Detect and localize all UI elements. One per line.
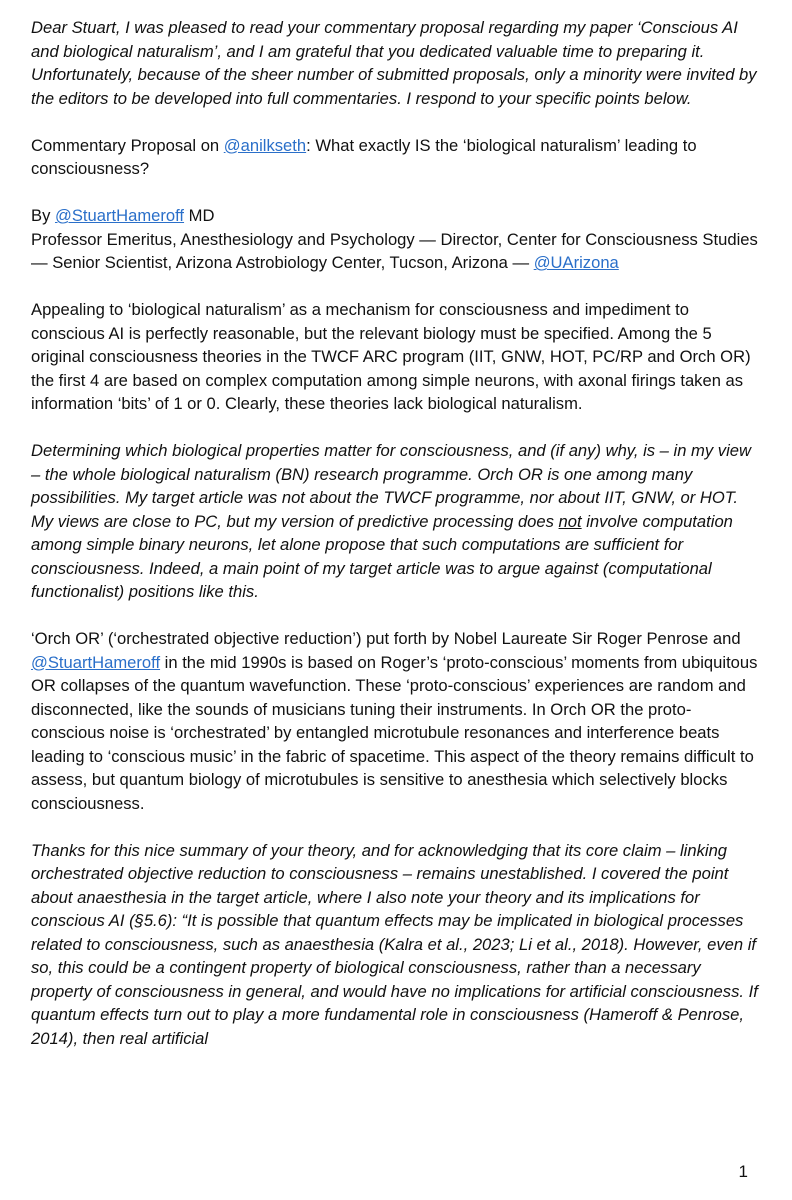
anilkseth-link[interactable]: @anilkseth	[223, 135, 307, 155]
author-affiliation: Professor Emeritus, Anesthesiology and Psychology — Director, Center for Consciousness Studies — Senior Scientist, Arizona Astrobiology Center, Tucson, Arizona —	[31, 229, 758, 272]
underlined-not: not	[558, 511, 582, 531]
document-page	[31, 16, 761, 1074]
stuarthameroff-link[interactable]: @StuartHameroff	[54, 206, 185, 225]
proposal-title-suffix: : What exactly IS the ‘biological naturalism’ leading to consciousness?	[31, 135, 697, 178]
proposal-paragraph-2	[31, 627, 761, 815]
proposal-2-part-a: ‘Orch OR’ (‘orchestrated objective reduction’) put forth by Nobel Laureate Sir Roger Penrose and	[31, 629, 741, 648]
proposal-paragraph-1: Appealing to ‘biological naturalism’ as a mechanism for consciousness and impediment to conscious AI is perfectly reasonable, but the relevant biology must be specified. Among the 5 original consciousness theories in the TWCF ARC program (IIT, GNW, HOT, PC/RP and Orch OR) the first 4 are based on complex computation among simple neurons, with axonal firings taken as information ‘bits’ of 1 or 0. Clearly, these theories lack biological naturalism.	[31, 300, 751, 413]
uarizona-link[interactable]: @UArizona	[533, 253, 619, 272]
proposal-title	[31, 134, 761, 181]
stuarthameroff-link-2[interactable]: @StuartHameroff	[31, 652, 161, 672]
page-number: 1	[738, 1162, 748, 1181]
response-1-part-a: Determining which biological properties matter for consciousness, and (if any) why, is – in my view – the whole biological naturalism (BN) research programme. Orch OR is one among many possibilities. My target article was not about the TWCF programme, nor about IIT, GNW, or HOT. My views are close to PC, but my version of predictive processing does	[31, 441, 751, 531]
by-prefix: By	[31, 206, 55, 225]
response-paragraph-2: Thanks for this nice summary of your theory, and for acknowledging that its core claim – linking orchestrated objective reduction to consciousness – remains unestablished. I covered the point about anaesthesia in the target article, where I also note your theory and its implications for conscious AI (§5.6): “It is possible that quantum effects may be implicated in biological processes related to consciousness, such as anaesthesia (Kalra et al., 2023; Li et al., 2018). However, even if so, this could be a contingent property of biological consciousness, rather than a necessary property of consciousness in general, and would have no implications for artificial consciousness. If quantum effects turn out to play a more fundamental role in consciousness (Hameroff & Penrose, 2014), then real artificial	[31, 840, 758, 1048]
author-suffix: MD	[184, 206, 215, 225]
proposal-title-prefix: Commentary Proposal on	[31, 135, 224, 155]
response-1-part-b: involve computation among simple binary neurons, let alone propose that such computations are sufficient for consciousness. Indeed, a main point of my target article was to argue against (computational functionalist) positions like this.	[31, 511, 733, 601]
response-intro: Dear Stuart, I was pleased to read your commentary proposal regarding my paper ‘Conscious AI and biological naturalism’, and I am grateful that you dedicated valuable time to preparing it. Unfortunately, because of the sheer number of submitted proposals, only a minority were invited by the editors to be developed into full commentaries. I respond to your specific points below.	[31, 18, 757, 108]
response-paragraph-1	[31, 439, 761, 604]
proposal-2-part-b: in the mid 1990s is based on Roger’s ‘proto-conscious’ moments from ubiquitous OR collapses of the quantum wavefunction. These ‘proto-conscious’ experiences are random and disconnected, like the sounds of musicians tuning their instruments. In Orch OR the proto-conscious noise is ‘orchestrated’ by entangled microtubule resonances and interference beats leading to ‘conscious music’ in the fabric of spacetime. This aspect of the theory remains difficult to assess, but quantum biology of microtubules is sensitive to anesthesia which selectively blocks consciousness.	[31, 652, 758, 813]
author-block	[31, 204, 761, 275]
